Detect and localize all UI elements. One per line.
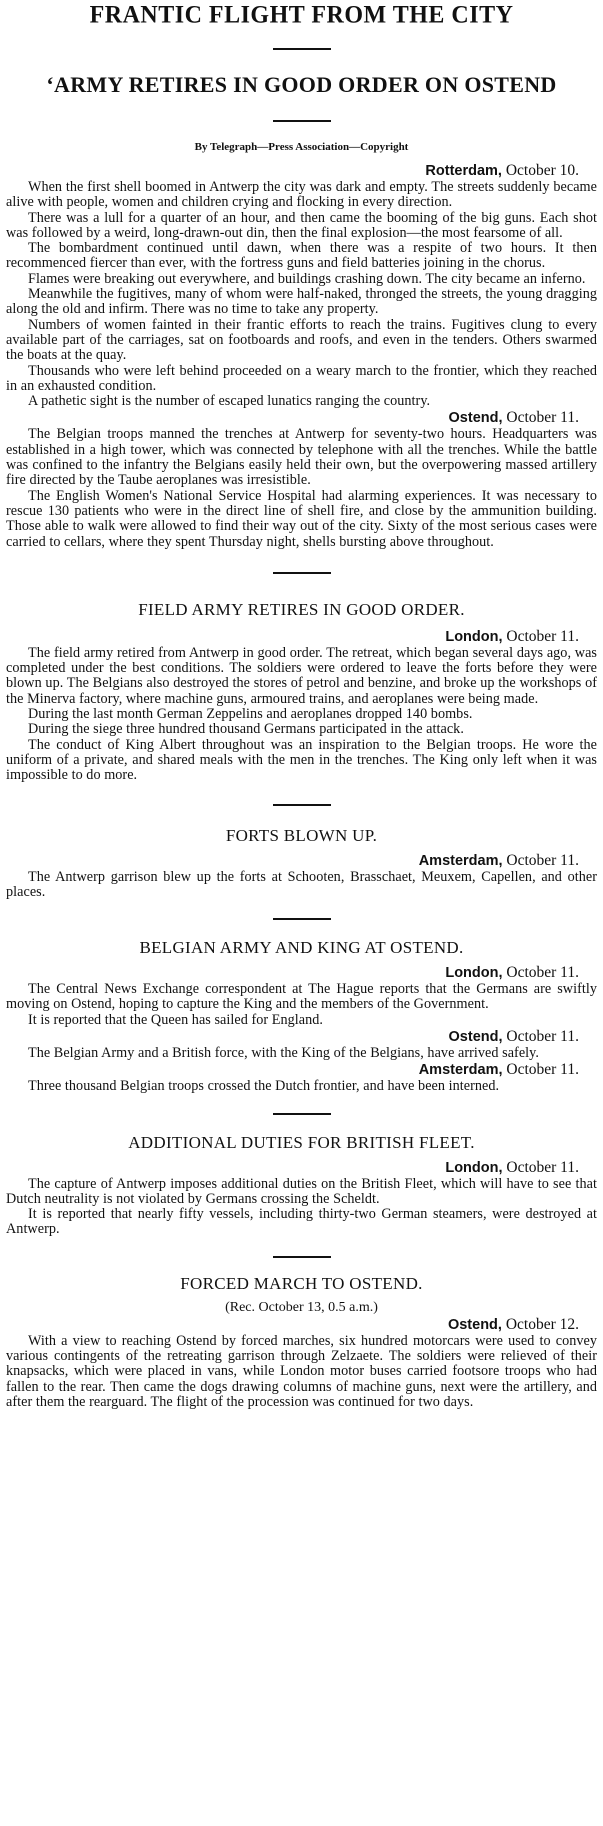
paragraph: It is reported that the Queen has sailed for England. bbox=[28, 1011, 323, 1028]
article-section-british-fleet bbox=[6, 1133, 597, 1238]
article-section-forced-march bbox=[6, 1274, 597, 1410]
paragraph: The capture of Antwerp imposes additional duties on the British Fleet, which will have to see that Dutch neutrality is not violated by Germans crossing the Scheldt. bbox=[6, 1175, 597, 1207]
paragraph: With a view to reaching Ostend by forced marches, six hundred motorcars were used to convey various contingents of the retreating garrison through Zelzaete. The soldiers were relieved of their knapsacks, which were placed in vans, while London motor buses carried footsore troops who had fallen to the rear. Then came the dogs drawing columns of machine guns, next were the artillery, and after them the rearguard. The flight of the procession was continued for two days. bbox=[6, 1332, 597, 1410]
paragraph: When the first shell boomed in Antwerp the city was dark and empty. The streets suddenly became alive with people, women and children crying and flocking in every direction. bbox=[6, 179, 597, 211]
article-section-rotterdam bbox=[6, 162, 597, 550]
dateline-place: London, bbox=[445, 628, 503, 645]
paragraph: During the siege three hundred thousand Germans participated in the attack. bbox=[28, 721, 464, 738]
paragraph: During the last month German Zeppelins and aeroplanes dropped 140 bombs. bbox=[28, 706, 473, 723]
dateline-place: Rotterdam, bbox=[425, 163, 502, 179]
paragraph: The conduct of King Albert throughout was an inspiration to the Belgian troops. He wore the uniform of a private, and shared meals with the men in the trenches. The King only left when it was impossible to do more. bbox=[6, 736, 597, 784]
paragraph: Flames were breaking out everywhere, and buildings crashing down. The city became an inferno. bbox=[28, 270, 586, 287]
dateline-date: October 12. bbox=[505, 1315, 579, 1333]
paragraph: Numbers of women fainted in their frantic efforts to reach the trains. Fugitives clung to every available part of the carriages, sat on footboards and roofs, and even in the tenders. Others swarmed the boats at the quay. bbox=[6, 316, 597, 364]
dateline-place: Ostend, bbox=[447, 1316, 502, 1333]
section-heading: FORCED MARCH TO OSTEND. bbox=[180, 1273, 423, 1293]
paragraph: The Antwerp garrison blew up the forts at Schooten, Brasschaet, Meuxem, Capellen, and other places. bbox=[6, 868, 597, 900]
dateline-place: Ostend, bbox=[448, 1028, 503, 1045]
dateline bbox=[6, 409, 597, 427]
paragraph: The field army retired from Antwerp in good order. The retreat, which began several days ago, was completed under the best conditions. The soldiers were ordered to leave the forts before they were blown up. The Belgians also destroyed the stores of petrol and benzine, and broke up the workshops of the Minerva factory, where machine guns, armoured trains, and aeroplanes were being made. bbox=[6, 644, 597, 707]
dateline-place: Ostend, bbox=[448, 410, 503, 427]
dateline-place: London, bbox=[445, 965, 503, 982]
article-section-forts bbox=[6, 826, 597, 901]
dateline-place: Amsterdam, bbox=[418, 1062, 503, 1079]
article-section-field-army bbox=[6, 600, 597, 784]
dateline-date: October 11. bbox=[506, 851, 579, 869]
dateline-place: London, bbox=[445, 1159, 503, 1176]
dateline-place: Amsterdam, bbox=[418, 852, 503, 869]
paragraph: There was a lull for a quarter of an hour, and then came the booming of the big guns. Each shot was followed by a weird, long-drawn-out din, then the final explosion—the most fearsome of all. bbox=[6, 209, 597, 241]
paragraph: The English Women's National Service Hospital had alarming experiences. It was necessary to rescue 130 patients who were in the direct line of shell fire, and close by the ammunition building. Those able to walk were allowed to find their way out of the city. Sixty of the most serious cases were carried to cellars, where they spent Thursday night, shells bursting above throughout. bbox=[6, 487, 597, 550]
dateline bbox=[6, 1316, 597, 1334]
paragraph: The Belgian troops manned the trenches at Antwerp for seventy-two hours. Headquarters was established in a high tower, which was connected by telephone with all the trenches. While the battle was confined to the infantry the Belgians easily held their own, but the overpowering massed artillery fire directed by the Taube aeroplanes was irresistible. bbox=[6, 426, 597, 489]
paragraph: A pathetic sight is the number of escaped lunatics ranging the country. bbox=[28, 393, 431, 410]
paragraph: Meanwhile the fugitives, many of whom were half-naked, thronged the streets, the young dragging along the old and infirm. There was no time to take any property. bbox=[6, 286, 597, 318]
dateline-date: October 11. bbox=[506, 1027, 579, 1045]
section-heading: ADDITIONAL DUTIES FOR BRITISH FLEET. bbox=[128, 1132, 475, 1152]
dateline-date: October 11. bbox=[506, 964, 579, 982]
dateline-date: October 11. bbox=[506, 1158, 579, 1176]
dateline bbox=[6, 964, 597, 982]
dateline-date: October 11. bbox=[506, 409, 579, 427]
section-heading: BELGIAN ARMY AND KING AT OSTEND. bbox=[139, 938, 464, 958]
credit-line: By Telegraph—Press Association—Copyright bbox=[194, 141, 409, 153]
paragraph: The Belgian Army and a British force, with the King of the Belgians, have arrived safely. bbox=[28, 1044, 539, 1061]
dateline bbox=[6, 162, 597, 180]
dateline bbox=[6, 1061, 597, 1079]
dateline bbox=[6, 852, 597, 870]
paragraph: The bombardment continued until dawn, when there was a respite of two hours. It then recommenced fiercer than ever, with the fortress guns and field batteries joining in the chorus. bbox=[6, 240, 597, 272]
paragraph: Thousands who were left behind proceeded on a weary march to the frontier, which they reached in an exhausted condition. bbox=[6, 362, 597, 394]
headline: FRANTIC FLIGHT FROM THE CITY bbox=[89, 1, 514, 29]
section-heading: FORTS BLOWN UP. bbox=[225, 825, 378, 845]
paragraph: Three thousand Belgian troops crossed the Dutch frontier, and have been interned. bbox=[28, 1078, 500, 1095]
section-heading: FIELD ARMY RETIRES IN GOOD ORDER. bbox=[138, 599, 465, 619]
received-note: (Rec. October 13, 0.5 a.m.) bbox=[225, 1299, 378, 1315]
dateline bbox=[6, 1159, 597, 1177]
paragraph: The Central News Exchange correspondent at The Hague reports that the Germans are swiftly moving on Ostend, hoping to capture the King and the members of the Government. bbox=[6, 981, 597, 1013]
dateline-date: October 10. bbox=[505, 162, 579, 179]
dateline bbox=[6, 628, 597, 646]
article-section-belgian-army bbox=[6, 938, 597, 1094]
dateline-date: October 11. bbox=[506, 1061, 579, 1079]
paragraph: It is reported that nearly fifty vessels, including thirty-two German steamers, were destroyed at Antwerp. bbox=[6, 1206, 597, 1238]
main-heading: ‘ARMY RETIRES IN GOOD ORDER ON OSTEND bbox=[46, 72, 557, 97]
dateline bbox=[6, 1028, 597, 1046]
dateline-date: October 11. bbox=[506, 627, 579, 645]
